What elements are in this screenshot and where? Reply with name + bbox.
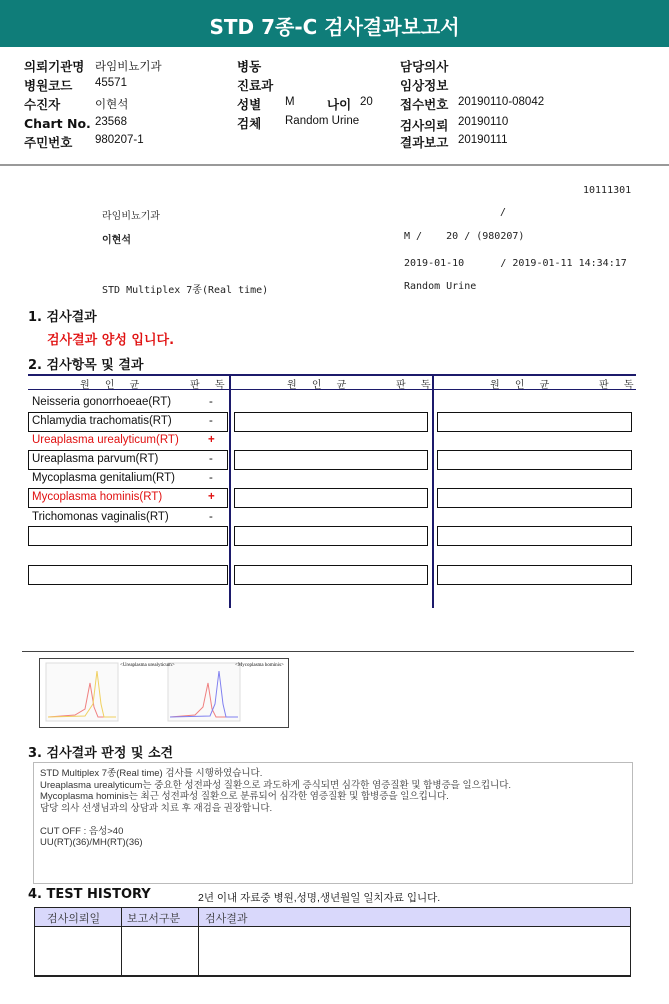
col-result: 판 독	[190, 380, 231, 391]
result-cell-box	[28, 565, 228, 585]
opinion-line: 담당 의사 선생님과의 상담과 치료 후 재검을 권장합니다.	[40, 802, 273, 814]
specimen-label: 검체	[237, 116, 262, 131]
result-cell-box	[437, 488, 632, 508]
slip-dates: 2019-01-10 / 2019-01-11 14:34:17	[404, 258, 627, 269]
result-cell-box	[437, 412, 632, 432]
history-col-result: 검사결과	[205, 912, 248, 925]
result-cell-box	[234, 412, 428, 432]
opinion-line: Ureaplasma urealyticum는 중요한 성전파성 질환으로 과도하게 증식되면 심각한 염증질환 및 합병증을 일으킵니다.	[40, 779, 512, 791]
pcr-graphs-image	[39, 658, 289, 728]
report-label: 결과보고	[400, 135, 449, 150]
doctor-label: 담당의사	[400, 59, 449, 74]
result-cell-box	[437, 450, 632, 470]
sex-value: M	[285, 96, 295, 108]
col-result: 판 독	[599, 380, 640, 391]
col-result: 판 독	[396, 380, 437, 391]
sex-label: 성별	[237, 97, 262, 112]
history-note: 2년 이내 자료중 병원,성명,생년월일 일치자료 입니다.	[198, 892, 441, 904]
report-value: 20190111	[458, 134, 508, 146]
pathogen-result: -	[209, 472, 213, 484]
section2-title: 2. 검사항목 및 결과	[28, 358, 144, 373]
opinion-line: STD Multiplex 7종(Real time) 검사를 시행하였습니다.	[40, 768, 263, 779]
pathogen-name: Neisseria gonorrhoeae(RT)	[32, 396, 172, 408]
patient-label: 수진자	[24, 97, 61, 112]
col-pathogen: 원 인 균	[490, 380, 556, 391]
opinion-box	[33, 762, 633, 884]
pathogen-name: Mycoplasma hominis(RT)	[32, 491, 163, 503]
id-value: 980207-1	[95, 134, 144, 146]
pathogen-result: -	[209, 415, 213, 427]
section4-title: 4. TEST HISTORY	[28, 887, 151, 902]
pathogen-result: +	[208, 491, 215, 503]
pathogen-name: Ureaplasma urealyticum(RT)	[32, 434, 179, 446]
graph-label-uu: <Ureaplasma urealyticum>	[120, 663, 175, 668]
slip-sexage: M / 20 / (980207)	[404, 231, 525, 242]
chart-label: Chart No.	[24, 116, 91, 131]
slip-number: 10111301	[583, 185, 632, 196]
result-cell-box	[437, 526, 632, 546]
col-pathogen: 원 인 균	[80, 380, 146, 391]
pathogen-result: +	[208, 434, 215, 446]
section1-title: 1. 검사결과	[28, 310, 97, 325]
clinical-label: 임상정보	[400, 78, 449, 93]
pathogen-result: -	[209, 453, 213, 465]
pathogen-name: Chlamydia trachomatis(RT)	[32, 415, 172, 427]
slip-specimen: Random Urine	[404, 281, 477, 292]
section3-title: 3. 검사결과 판정 및 소견	[28, 746, 174, 761]
history-col-date: 검사의뢰일	[47, 912, 101, 925]
age-label: 나이	[327, 97, 352, 112]
result-summary: 검사결과 양성 입니다.	[47, 333, 175, 348]
ward-label: 병동	[237, 59, 262, 74]
result-cell-box	[437, 565, 632, 585]
report-title: STD 7종-C 검사결과보고서	[0, 0, 669, 47]
result-cell-box	[234, 488, 428, 508]
result-cell-box	[234, 565, 428, 585]
slip-hospital: 라임비뇨기과	[102, 211, 160, 222]
chart-value: 23568	[95, 116, 127, 128]
request-value: 20190110	[458, 116, 509, 128]
opinion-line: Mycoplasma hominis는 최근 성전파성 질환으로 분류되어 심각한 염증질환 및 합병증을 일으킵니다.	[40, 791, 449, 802]
id-label: 주민번호	[24, 135, 73, 150]
history-col-type: 보고서구분	[127, 912, 181, 925]
divider	[22, 651, 634, 652]
request-label: 검사의뢰	[400, 118, 449, 133]
pathogen-name: Ureaplasma parvum(RT)	[32, 453, 159, 465]
result-cell-box	[28, 526, 228, 546]
divider	[0, 164, 669, 166]
age-value: 20	[360, 96, 373, 108]
specimen-value: Random Urine	[285, 115, 360, 127]
column-divider	[432, 374, 434, 608]
hospital-value: 라임비뇨기과	[95, 61, 162, 73]
hospital-label: 의뢰기관명	[24, 59, 85, 74]
slip-patient: 이현석	[102, 235, 131, 246]
result-cell-box	[234, 450, 428, 470]
col-pathogen: 원 인 균	[287, 380, 353, 391]
pathogen-name: Mycoplasma genitalium(RT)	[32, 472, 175, 484]
opinion-line: CUT OFF : 음성>40	[40, 825, 124, 837]
pathogen-name: Trichomonas vaginalis(RT)	[32, 511, 169, 523]
receipt-value: 20190110-08042	[458, 96, 545, 108]
result-cell-box	[234, 526, 428, 546]
column-divider	[229, 374, 231, 608]
graph-label-mh: <Mycoplasma hominis>	[235, 663, 284, 668]
code-value: 45571	[95, 77, 127, 89]
opinion-line	[40, 814, 626, 826]
amplification-curves	[40, 659, 288, 727]
opinion-line: UU(RT)(36)/MH(RT)(36)	[40, 837, 143, 848]
code-label: 병원코드	[24, 78, 73, 93]
patient-value: 이현석	[95, 99, 129, 111]
receipt-label: 접수번호	[400, 97, 449, 112]
pathogen-result: -	[209, 511, 213, 523]
slip-slash: /	[500, 207, 507, 218]
history-table	[34, 907, 631, 977]
pathogen-result: -	[209, 396, 213, 408]
slip-test: STD Multiplex 7종(Real time)	[102, 285, 269, 296]
dept-label: 진료과	[237, 78, 274, 93]
